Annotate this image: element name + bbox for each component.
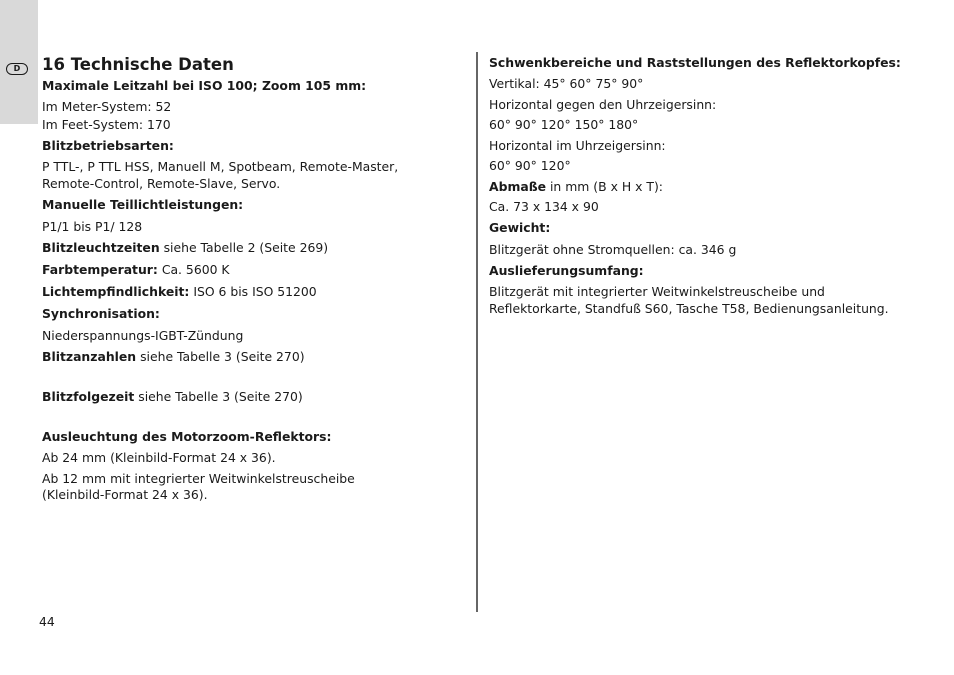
partial-power-heading: Manuelle Teillichtleistungen: [42,197,244,212]
sync-value: Niederspannungs-IGBT-Zündung [42,328,244,343]
modes-line-2: Remote-Control, Remote-Slave, Servo. [42,176,281,191]
scope-line-2: Reflektorkarte, Standfuß S60, Tasche T58, Bedienungsanleitung. [489,301,889,316]
flash-duration-row [42,239,328,256]
partial-power-value: P1/1 bis P1/ 128 [42,219,143,234]
leitzahl-meter: Im Meter-System: 52 [42,99,172,114]
language-badge: D [6,63,28,75]
dimensions-row [489,178,663,195]
horizontal-ccw-label: Horizontal gegen den Uhrzeigersinn: [489,97,717,112]
weight-heading: Gewicht: [489,220,551,235]
color-temp-label: Farbtemperatur: [42,262,158,277]
coverage-line-3: (Kleinbild-Format 24 x 36). [42,487,208,502]
recycle-time-row [42,388,303,405]
scope-line-1: Blitzgerät mit integrierter Weitwinkelstreuscheibe und [489,284,825,299]
swivel-heading: Schwenkbereiche und Raststellungen des Reflektorkopfes: [489,55,901,70]
scope-heading: Auslieferungsumfang: [489,263,644,278]
leitzahl-feet: Im Feet-System: 170 [42,117,171,132]
dimensions-label: Abmaße [489,179,547,194]
iso-label: Lichtempfindlichkeit: [42,284,190,299]
dimensions-suffix: in mm (B x H x T): [546,179,663,194]
flash-duration-label: Blitzleuchtzeiten [42,240,160,255]
sync-heading: Synchronisation: [42,306,160,321]
page-number: 44 [39,614,55,629]
color-temp-value: Ca. 5600 K [157,262,230,277]
color-temp-row [42,261,230,278]
modes-line-1: P TTL-, P TTL HSS, Manuell M, Spotbeam, Remote-Master, [42,159,399,174]
flash-count-row [42,348,305,365]
flash-count-value: siehe Tabelle 3 (Seite 270) [136,349,305,364]
language-side-tab [0,0,38,124]
leitzahl-heading: Maximale Leitzahl bei ISO 100; Zoom 105 mm: [42,78,367,93]
coverage-line-2: Ab 12 mm mit integrierter Weitwinkelstreuscheibe [42,471,355,486]
coverage-heading: Ausleuchtung des Motorzoom-Reflektors: [42,429,332,444]
horizontal-ccw-values: 60° 90° 120° 150° 180° [489,117,639,132]
iso-value: ISO 6 bis ISO 51200 [189,284,317,299]
column-divider [476,52,478,612]
section-title: 16 Technische Daten [42,55,234,74]
weight-value: Blitzgerät ohne Stromquellen: ca. 346 g [489,242,737,257]
horizontal-cw-values: 60° 90° 120° [489,158,571,173]
recycle-time-value: siehe Tabelle 3 (Seite 270) [134,389,303,404]
coverage-line-1: Ab 24 mm (Kleinbild-Format 24 x 36). [42,450,276,465]
flash-count-label: Blitzanzahlen [42,349,137,364]
horizontal-cw-label: Horizontal im Uhrzeigersinn: [489,138,666,153]
flash-duration-value: siehe Tabelle 2 (Seite 269) [159,240,329,255]
vertical-angles: Vertikal: 45° 60° 75° 90° [489,76,644,91]
iso-row [42,283,317,300]
recycle-time-label: Blitzfolgezeit [42,389,135,404]
modes-heading: Blitzbetriebsarten: [42,138,174,153]
dimensions-value: Ca. 73 x 134 x 90 [489,199,599,214]
